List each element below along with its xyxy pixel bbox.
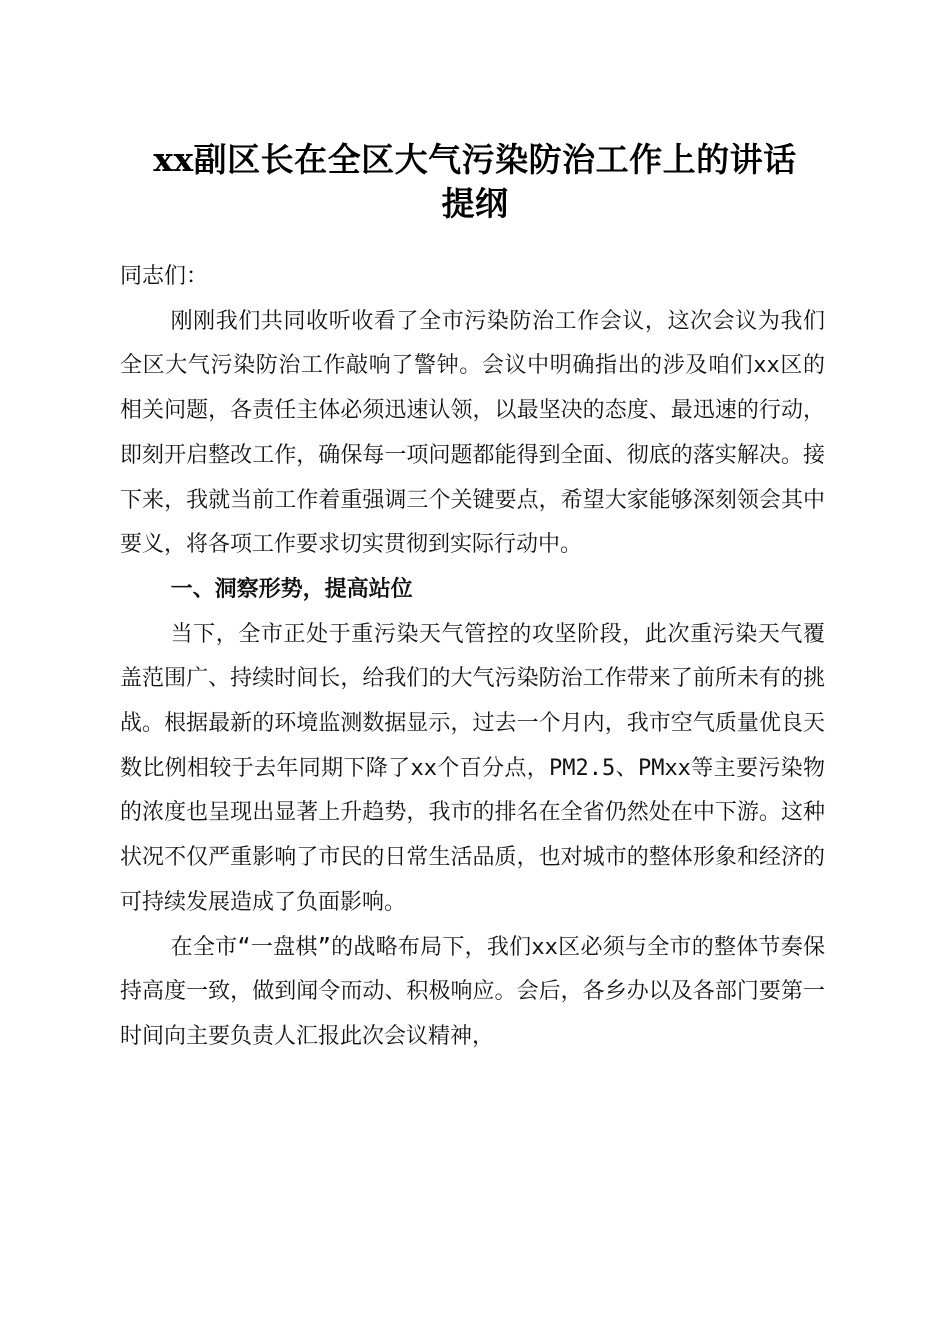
paragraph-intro: 刚刚我们共同收听收看了全市污染防治工作会议，这次会议为我们全区大气污染防治工作敲响了警钟。会议中明确指出的涉及咱们xx区的相关问题，各责任主体必须迅速认领，以最坚决的态度、最迅速的行动，即刻开启整改工作，确保每一项问题都能得到全面、彻底的落实解决。接下来，我就当前工作着重强调三个关键要点，希望大家能够深刻领会其中要义，将各项工作要求切实贯彻到实际行动中。 [120,308,825,558]
document-title [100,138,850,226]
document-body [120,255,825,1060]
section-heading-1: 一、洞察形势，提高站位 [170,576,413,602]
salutation: 同志们： [120,264,209,289]
title-line-2: 提纲 [441,184,509,223]
title-line-1: xx副区长在全区大气污染防治工作上的讲话 [153,140,797,179]
paragraph-coordination: 在全市“一盘棋”的战略布局下，我们xx区必须与全市的整体节奏保持高度一致，做到闻令而动、积极响应。会后，各乡办以及各部门要第一时间向主要负责人汇报此次会议精神， [120,934,825,1049]
paragraph-situation: 当下，全市正处于重污染天气管控的攻坚阶段，此次重污染天气覆盖范围广、持续时间长，给我们的大气污染防治工作带来了前所未有的挑战。根据最新的环境监测数据显示，过去一个月内，我市空气质量优良天数比例相较于去年同期下降了xx个百分点，PM2.5、PMxx等主要污染物的浓度也呈现出显著上升趋势，我市的排名在全省仍然处在中下游。这种状况不仅严重影响了市民的日常生活品质，也对城市的整体形象和经济的可持续发展造成了负面影响。 [120,621,825,915]
